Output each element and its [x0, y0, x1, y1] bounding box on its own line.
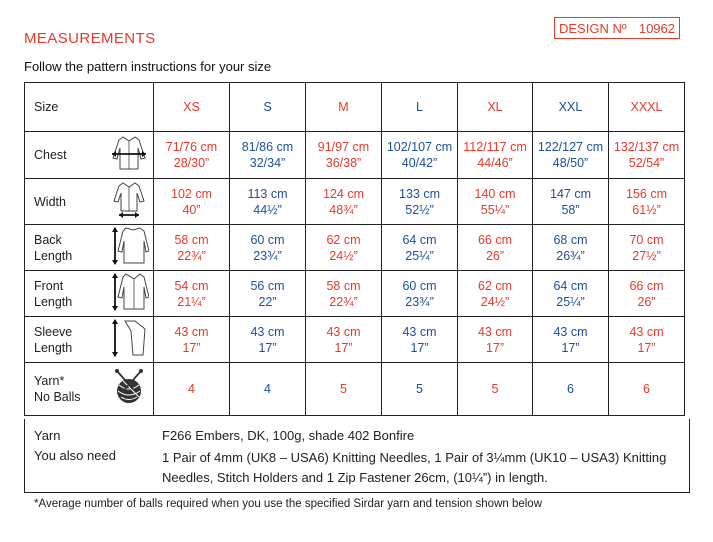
value-secondary: 32/34” — [249, 156, 286, 170]
value-primary: 122/127 cm — [537, 140, 604, 154]
value-primary: 4 — [188, 382, 195, 396]
value-secondary: 61½” — [632, 202, 661, 217]
row-label — [34, 232, 72, 264]
row-label-line1: Sleeve — [34, 324, 73, 339]
subtitle: Follow the pattern instructions for your size — [24, 59, 272, 74]
value-primary: 64 cm — [402, 232, 437, 247]
value-cell — [306, 271, 382, 317]
measurements-title: MEASUREMENTS — [24, 30, 156, 47]
needs-label: You also need — [34, 448, 116, 463]
footnote: *Average number of balls required when you use the specified Sirdar yarn and tension shown below — [34, 498, 543, 510]
value-cell — [306, 179, 382, 225]
value-primary: 58 cm — [174, 232, 209, 247]
value-primary: 5 — [491, 382, 499, 396]
row-label — [34, 324, 72, 356]
row-label-line2: Length — [34, 248, 73, 263]
value-cell — [609, 317, 685, 363]
value-primary: 156 cm — [626, 186, 667, 201]
value-primary: 43 cm — [629, 324, 664, 339]
value-secondary: 17” — [258, 340, 277, 355]
value-cell — [533, 317, 609, 363]
row-label — [34, 147, 67, 163]
size-l: L — [382, 83, 458, 132]
value-secondary: 24½” — [480, 294, 510, 309]
value-primary: 43 cm — [174, 324, 209, 339]
value-cell — [154, 317, 230, 363]
value-primary: 56 cm — [250, 278, 285, 293]
value-cell — [382, 271, 458, 317]
value-cell — [458, 132, 533, 179]
value-secondary: 26” — [637, 294, 656, 309]
value-cell — [458, 363, 533, 416]
value-primary: 43 cm — [250, 324, 285, 339]
measurements-table — [24, 82, 685, 416]
value-primary: 6 — [643, 382, 650, 396]
value-primary: 58 cm — [326, 278, 361, 293]
size-s: S — [230, 83, 306, 132]
materials-box — [24, 419, 690, 493]
value-cell — [306, 225, 382, 271]
value-cell — [609, 179, 685, 225]
value-secondary: 22¾” — [177, 248, 206, 263]
value-primary: 43 cm — [402, 324, 437, 339]
value-primary: 124 cm — [323, 186, 364, 201]
size-xxl: XXL — [533, 83, 609, 132]
row-label-line1: Chest — [34, 148, 67, 163]
value-secondary: 44½” — [253, 202, 282, 217]
row-label-cell — [25, 179, 154, 225]
row-label-line1: Front — [34, 278, 64, 293]
value-cell — [609, 271, 685, 317]
row-label-line2: Length — [34, 294, 73, 309]
value-primary: 70 cm — [629, 232, 664, 247]
value-secondary: 22¾” — [329, 294, 358, 309]
value-primary: 62 cm — [326, 232, 361, 247]
value-cell — [306, 363, 382, 416]
value-cell — [382, 363, 458, 416]
row-label-line2: No Balls — [34, 390, 81, 404]
value-secondary: 24½” — [329, 248, 358, 263]
yarn-value: F266 Embers, DK, 100g, shade 402 Bonfire — [162, 428, 415, 443]
value-secondary: 25¼” — [556, 294, 585, 309]
row-label-cell — [25, 271, 154, 317]
value-cell — [609, 363, 685, 416]
value-cell — [306, 132, 382, 179]
value-primary: 6 — [567, 382, 574, 396]
row-label-cell — [25, 363, 154, 416]
value-primary: 43 cm — [553, 324, 588, 339]
value-primary: 54 cm — [174, 278, 209, 293]
value-secondary: 36/38” — [325, 156, 362, 170]
value-primary: 133 cm — [399, 186, 440, 201]
size-xl: XL — [458, 83, 533, 132]
front-length-icon — [109, 271, 149, 317]
value-cell — [154, 363, 230, 416]
value-cell — [154, 132, 230, 179]
value-secondary: 58” — [561, 202, 580, 217]
value-primary: 62 cm — [477, 278, 513, 293]
value-primary: 113 cm — [247, 186, 288, 201]
value-cell — [533, 363, 609, 416]
value-secondary: 17” — [410, 340, 429, 355]
value-secondary: 40/42” — [401, 156, 438, 170]
value-secondary: 28/30” — [173, 156, 210, 170]
row-label-cell — [25, 132, 154, 179]
row-label-cell — [25, 317, 154, 363]
value-primary: 147 cm — [550, 186, 591, 201]
value-secondary: 26” — [485, 248, 505, 263]
value-primary: 81/86 cm — [241, 140, 294, 154]
value-cell — [382, 179, 458, 225]
value-cell — [154, 271, 230, 317]
value-primary: 68 cm — [553, 232, 588, 247]
value-cell — [230, 363, 306, 416]
value-secondary: 27½” — [632, 248, 661, 263]
value-cell — [230, 132, 306, 179]
value-secondary: 48/50” — [552, 156, 589, 170]
value-primary: 43 cm — [326, 324, 361, 339]
value-secondary: 52½” — [405, 202, 434, 217]
value-secondary: 21¼” — [177, 294, 206, 309]
design-number-box — [554, 17, 680, 39]
value-secondary: 44/46” — [477, 156, 513, 170]
value-secondary: 22” — [258, 294, 277, 309]
value-secondary: 55¼” — [480, 202, 510, 217]
value-cell — [609, 132, 685, 179]
size-label: Size — [25, 83, 154, 132]
size-xxxl: XXXL — [609, 83, 685, 132]
value-primary: 140 cm — [474, 186, 516, 201]
row-label — [34, 194, 66, 210]
width-icon — [109, 181, 149, 223]
value-primary: 43 cm — [477, 324, 513, 339]
value-cell — [382, 225, 458, 271]
value-primary: 112/117 cm — [463, 140, 527, 154]
measurement-row — [25, 132, 685, 179]
value-cell — [230, 317, 306, 363]
value-cell — [458, 225, 533, 271]
value-cell — [533, 225, 609, 271]
value-primary: 4 — [264, 382, 271, 396]
value-cell — [382, 317, 458, 363]
value-cell — [230, 179, 306, 225]
value-cell — [230, 271, 306, 317]
back-length-icon — [109, 225, 149, 271]
design-number: 10962 — [638, 20, 675, 36]
measurement-row — [25, 179, 685, 225]
value-cell — [533, 179, 609, 225]
size-m: M — [306, 83, 382, 132]
value-secondary: 48¾” — [329, 202, 358, 217]
value-primary: 5 — [416, 382, 423, 396]
chest-icon — [109, 134, 149, 176]
sleeve-length-icon — [109, 317, 149, 363]
size-xs: XS — [154, 83, 230, 132]
row-label-line2: Length — [34, 340, 73, 355]
value-primary: 132/137 cm — [613, 140, 680, 154]
value-cell — [458, 317, 533, 363]
value-primary: 71/76 cm — [165, 140, 218, 154]
value-cell — [306, 317, 382, 363]
row-label-line1: Yarn* — [34, 374, 65, 388]
row-label-line1: Back — [34, 232, 62, 247]
value-primary: 102/107 cm — [386, 140, 453, 154]
value-secondary: 17” — [334, 340, 353, 355]
value-primary: 5 — [340, 382, 347, 396]
value-primary: 91/97 cm — [317, 140, 370, 154]
value-primary: 64 cm — [553, 278, 588, 293]
yarn-label: Yarn — [34, 428, 61, 443]
value-secondary: 23¾” — [405, 294, 434, 309]
value-cell — [458, 271, 533, 317]
value-cell — [533, 132, 609, 179]
row-label-line1: Width — [34, 194, 66, 209]
measurement-row — [25, 225, 685, 271]
value-cell — [154, 225, 230, 271]
row-label — [34, 278, 72, 310]
value-primary: 60 cm — [250, 232, 285, 247]
value-cell — [609, 225, 685, 271]
value-primary: 66 cm — [477, 232, 513, 247]
value-secondary: 17” — [182, 340, 201, 355]
value-secondary: 26¾” — [556, 248, 585, 263]
value-secondary: 17” — [637, 340, 656, 355]
value-secondary: 23¾” — [253, 248, 282, 263]
value-secondary: 17” — [485, 340, 505, 355]
needs-value: 1 Pair of 4mm (UK8 – USA6) Knitting Needles, 1 Pair of 3¼mm (UK10 – USA3) Knitting Needles, Stitch Holders and 1 Zip Fastener 26cm, (10¼”) in length. — [162, 450, 667, 485]
value-primary: 66 cm — [629, 278, 664, 293]
value-cell — [230, 225, 306, 271]
measurement-row — [25, 317, 685, 363]
value-secondary: 52/54” — [628, 156, 665, 170]
value-secondary: 25¼” — [405, 248, 434, 263]
design-label: DESIGN Nº — [559, 20, 627, 36]
value-secondary: 17” — [561, 340, 580, 355]
value-primary: 102 cm — [171, 186, 212, 201]
value-cell — [458, 179, 533, 225]
size-header-row — [25, 83, 685, 132]
value-primary: 60 cm — [402, 278, 437, 293]
value-cell — [533, 271, 609, 317]
measurement-row — [25, 363, 685, 416]
value-cell — [154, 179, 230, 225]
measurement-row — [25, 271, 685, 317]
yarn-ball-icon — [109, 367, 149, 411]
value-cell — [382, 132, 458, 179]
row-label — [34, 373, 81, 405]
row-label-cell — [25, 225, 154, 271]
value-secondary: 40” — [182, 202, 201, 217]
